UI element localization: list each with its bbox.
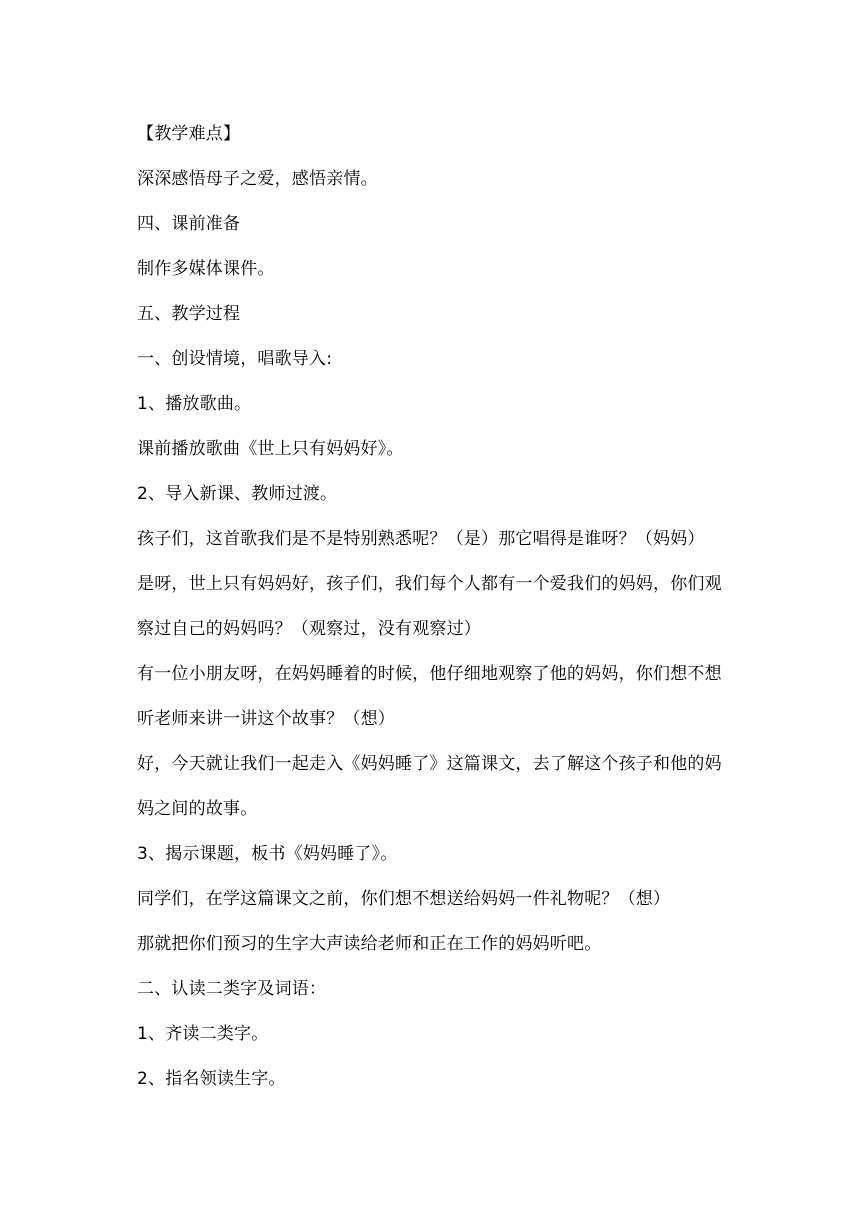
paragraph-line: 同学们，在学这篇课文之前，你们想不想送给妈妈一件礼物呢？（想） bbox=[137, 889, 671, 909]
section-heading-teaching-difficulty: 【教学难点】 bbox=[137, 124, 241, 144]
paragraph-line: 制作多媒体课件。 bbox=[137, 259, 275, 279]
paragraph-line: 有一位小朋友呀，在妈妈睡着的时候，他仔细地观察了他的妈妈，你们想不想 bbox=[137, 664, 722, 684]
paragraph-line: 孩子们，这首歌我们是不是特别熟悉呢？（是）那它唱得是谁呀？（妈妈） bbox=[137, 529, 705, 549]
paragraph-line: 听老师来讲一讲这个故事？（想） bbox=[137, 709, 395, 729]
paragraph-line: 深深感悟母子之爱，感悟亲情。 bbox=[137, 169, 378, 189]
paragraph-line: 好，今天就让我们一起走入《妈妈睡了》这篇课文，去了解这个孩子和他的妈 bbox=[137, 754, 722, 774]
section-heading-teaching-process: 五、教学过程 bbox=[137, 304, 241, 324]
document-body bbox=[137, 112, 727, 1102]
list-item: 2、指名领读生字。 bbox=[137, 1069, 286, 1089]
subsection-heading: 一、创设情境，唱歌导入: bbox=[137, 349, 333, 369]
paragraph-line: 妈之间的故事。 bbox=[137, 799, 258, 819]
subsection-heading: 二、认读二类字及词语： bbox=[137, 979, 327, 999]
list-item: 1、播放歌曲。 bbox=[137, 394, 252, 414]
paragraph-line: 那就把你们预习的生字大声读给老师和正在工作的妈妈听吧。 bbox=[137, 934, 602, 954]
list-item: 2、导入新课、教师过渡。 bbox=[137, 484, 338, 504]
paragraph-line: 课前播放歌曲《世上只有妈妈好》。 bbox=[137, 439, 404, 459]
section-heading-preparation: 四、课前准备 bbox=[137, 214, 241, 234]
list-item: 1、齐读二类字。 bbox=[137, 1024, 269, 1044]
list-item: 3、揭示课题，板书《妈妈睡了》。 bbox=[137, 844, 398, 864]
paragraph-line: 是呀，世上只有妈妈好，孩子们，我们每个人都有一个爱我们的妈妈，你们观 bbox=[137, 574, 722, 594]
paragraph-line: 察过自己的妈妈吗？（观察过，没有观察过） bbox=[137, 619, 481, 639]
